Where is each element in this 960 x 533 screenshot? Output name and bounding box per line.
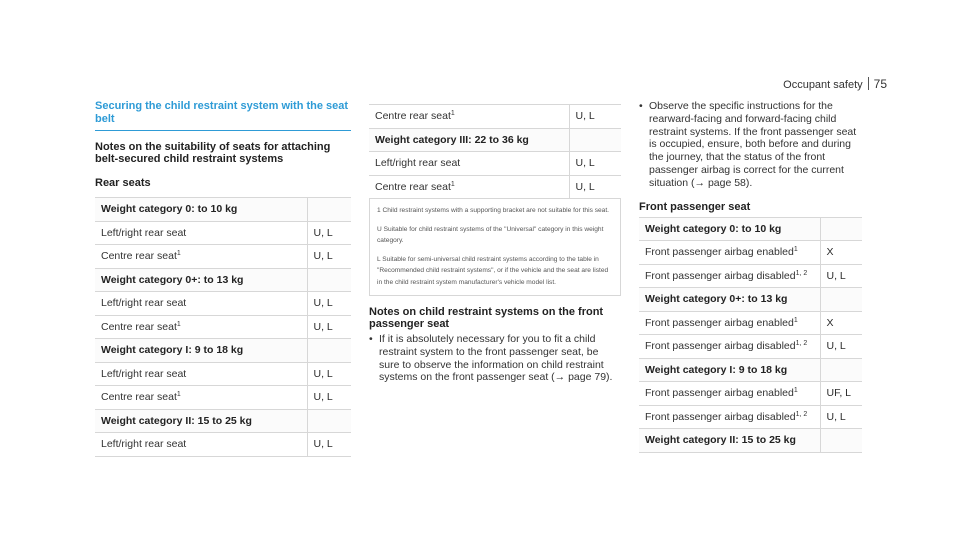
footnote: 1 Child restraint systems with a supporting bracket are not suitable for this seat.: [377, 207, 609, 214]
row-label-text: Centre rear seat: [101, 250, 177, 263]
list-item-text: If it is absolutely necessary for you to fit a child restraint system to the front passenger seat, be sure to observe the information on child restraint systems on the front passenger seat (→ page 79).: [379, 333, 613, 384]
row-label-text: Weight category I: 9 to 18 kg: [101, 344, 244, 357]
footnote: L Suitable for semi-universal child restraint systems according to the table in "Recommended child restraint systems", or if the vehicle and the seat are listed in the child restraint system manufacturer's vehicle model list.: [377, 255, 609, 286]
weight-category-row: [639, 288, 862, 312]
row-label: [639, 217, 820, 241]
row-label: [95, 315, 307, 339]
weight-category-row: [95, 409, 351, 433]
row-label-text: Front passenger airbag enabled: [645, 246, 794, 259]
page-number: 75: [873, 77, 887, 91]
row-value: U, L: [569, 175, 621, 199]
row-value: U, L: [307, 433, 351, 457]
row-label-text: Left/right rear seat: [101, 438, 187, 451]
row-label-text: Weight category I: 9 to 18 kg: [645, 363, 788, 376]
row-value: U, L: [307, 292, 351, 316]
column-left: [95, 100, 351, 457]
row-label-text: Centre rear seat: [101, 391, 177, 404]
row-value: [820, 288, 862, 312]
row-value: U, L: [307, 245, 351, 269]
row-label-text: Centre rear seat: [375, 180, 451, 193]
row-label: [95, 433, 307, 457]
row-label-text: Weight category 0: to 10 kg: [645, 222, 782, 235]
row-label-text: Left/right rear seat: [101, 226, 187, 239]
row-label-text: Left/right rear seat: [101, 297, 187, 310]
row-label: [639, 311, 820, 335]
footnote: U Suitable for child restraint systems of the "Universal" category in this weight category.: [377, 225, 604, 244]
row-value: U, L: [307, 386, 351, 410]
weight-category-row: [95, 198, 351, 222]
seat-row: [95, 221, 351, 245]
row-value: X: [820, 311, 862, 335]
row-label: [639, 382, 820, 406]
row-label: [369, 152, 569, 176]
seat-row: [95, 315, 351, 339]
row-value: U, L: [820, 405, 862, 429]
seat-row: [369, 175, 621, 199]
weight-category-row: [639, 217, 862, 241]
footnote-ref: 1: [793, 387, 798, 395]
column-right: [639, 100, 862, 453]
row-label-text: Centre rear seat: [101, 320, 177, 333]
footnote-ref: 1: [176, 320, 181, 328]
front-passenger-table: [639, 217, 862, 453]
weight-category-row: [95, 268, 351, 292]
row-label-text: Front passenger airbag disabled: [645, 340, 796, 353]
footnote-ref: 1: [793, 316, 798, 324]
list-item-text: Observe the specific instructions for the rearward-facing and forward-facing child restraint systems. If the front passenger seat is occupied, ensure, both before and during the journey, that the status of the front passenger airbag is correct for the current situation (→ page 58).: [649, 100, 857, 189]
row-label: [95, 292, 307, 316]
seat-row: [639, 405, 862, 429]
seat-row: [639, 241, 862, 265]
row-label: [369, 175, 569, 199]
row-label: [95, 362, 307, 386]
weight-category-row: [639, 429, 862, 453]
seat-row: [95, 245, 351, 269]
row-label: [369, 105, 569, 129]
row-label: [95, 245, 307, 269]
row-value: [569, 128, 621, 152]
row-label-text: Weight category 0: to 10 kg: [101, 203, 238, 216]
row-label: [95, 386, 307, 410]
seat-row: [369, 105, 621, 129]
row-label: [95, 339, 307, 363]
row-label-text: Front passenger airbag disabled: [645, 410, 796, 423]
footnote-ref: 1: [793, 246, 798, 254]
row-value: [307, 409, 351, 433]
row-label-text: Front passenger airbag enabled: [645, 387, 794, 400]
row-label-text: Left/right rear seat: [375, 157, 461, 170]
row-label-text: Weight category III: 22 to 36 kg: [375, 133, 529, 146]
row-label: [95, 221, 307, 245]
weight-category-row: [639, 358, 862, 382]
row-label: [639, 358, 820, 382]
row-value: U, L: [820, 264, 862, 288]
row-value: U, L: [569, 152, 621, 176]
footnote-ref: 1: [450, 180, 455, 188]
rear-seats-heading: Rear seats: [95, 177, 151, 189]
running-head: [783, 77, 887, 91]
row-label: [95, 198, 307, 222]
row-value: UF, L: [820, 382, 862, 406]
table-footnotes: [369, 199, 621, 296]
row-value: U, L: [307, 315, 351, 339]
footnote-ref: 1: [176, 391, 181, 399]
list-item: [639, 100, 862, 190]
seat-row: [95, 292, 351, 316]
row-label-text: Weight category 0+: to 13 kg: [101, 273, 244, 286]
footnote-ref: 1, 2: [795, 269, 808, 277]
row-label-text: Weight category 0+: to 13 kg: [645, 293, 788, 306]
row-label: [639, 288, 820, 312]
row-label-text: Left/right rear seat: [101, 367, 187, 380]
row-label-text: Weight category II: 15 to 25 kg: [645, 434, 796, 447]
row-value: [307, 339, 351, 363]
row-value: U, L: [307, 221, 351, 245]
row-value: [820, 429, 862, 453]
row-label: [639, 405, 820, 429]
list-item: [369, 333, 621, 384]
seat-row: [95, 386, 351, 410]
instructions-list: [639, 100, 862, 190]
bullet-icon: •: [639, 100, 643, 112]
seat-row: [95, 433, 351, 457]
seat-row: [639, 311, 862, 335]
front-passenger-seat-heading: Front passenger seat: [639, 200, 751, 213]
bullet-icon: •: [369, 333, 373, 345]
front-seat-notes-heading: Notes on child restraint systems on the front passenger seat: [369, 306, 604, 330]
seat-row: [639, 335, 862, 359]
row-label-text: Front passenger airbag enabled: [645, 316, 794, 329]
section-heading: Securing the child restraint system with the seat belt: [95, 100, 351, 131]
front-seat-notes-list: [369, 333, 621, 384]
footnote-ref: 1: [450, 110, 455, 118]
weight-category-row: [95, 339, 351, 363]
seat-row: [639, 264, 862, 288]
row-value: U, L: [307, 362, 351, 386]
header-divider: [868, 77, 869, 90]
seat-row: [639, 382, 862, 406]
row-value: [307, 268, 351, 292]
row-value: [307, 198, 351, 222]
seat-row: [95, 362, 351, 386]
row-value: U, L: [569, 105, 621, 129]
row-value: U, L: [820, 335, 862, 359]
row-label: [639, 429, 820, 453]
row-label: [369, 128, 569, 152]
weight-category-row: [369, 128, 621, 152]
section-name: Occupant safety: [783, 79, 863, 91]
seat-row: [369, 152, 621, 176]
footnote-ref: 1: [176, 250, 181, 258]
row-value: X: [820, 241, 862, 265]
row-label-text: Front passenger airbag disabled: [645, 269, 796, 282]
row-value: [820, 217, 862, 241]
footnote-ref: 1, 2: [795, 340, 808, 348]
footnote-ref: 1, 2: [795, 410, 808, 418]
column-middle: [369, 100, 621, 384]
row-label-text: Centre rear seat: [375, 110, 451, 123]
row-label: [639, 264, 820, 288]
row-label: [639, 241, 820, 265]
rear-seats-table: [95, 197, 351, 457]
row-value: [820, 358, 862, 382]
row-label-text: Weight category II: 15 to 25 kg: [101, 414, 252, 427]
suitability-heading: Notes on the suitability of seats for attaching belt-secured child restraint systems: [95, 141, 331, 165]
rear-seats-table-continued: [369, 104, 621, 199]
row-label: [639, 335, 820, 359]
row-label: [95, 268, 307, 292]
row-label: [95, 409, 307, 433]
